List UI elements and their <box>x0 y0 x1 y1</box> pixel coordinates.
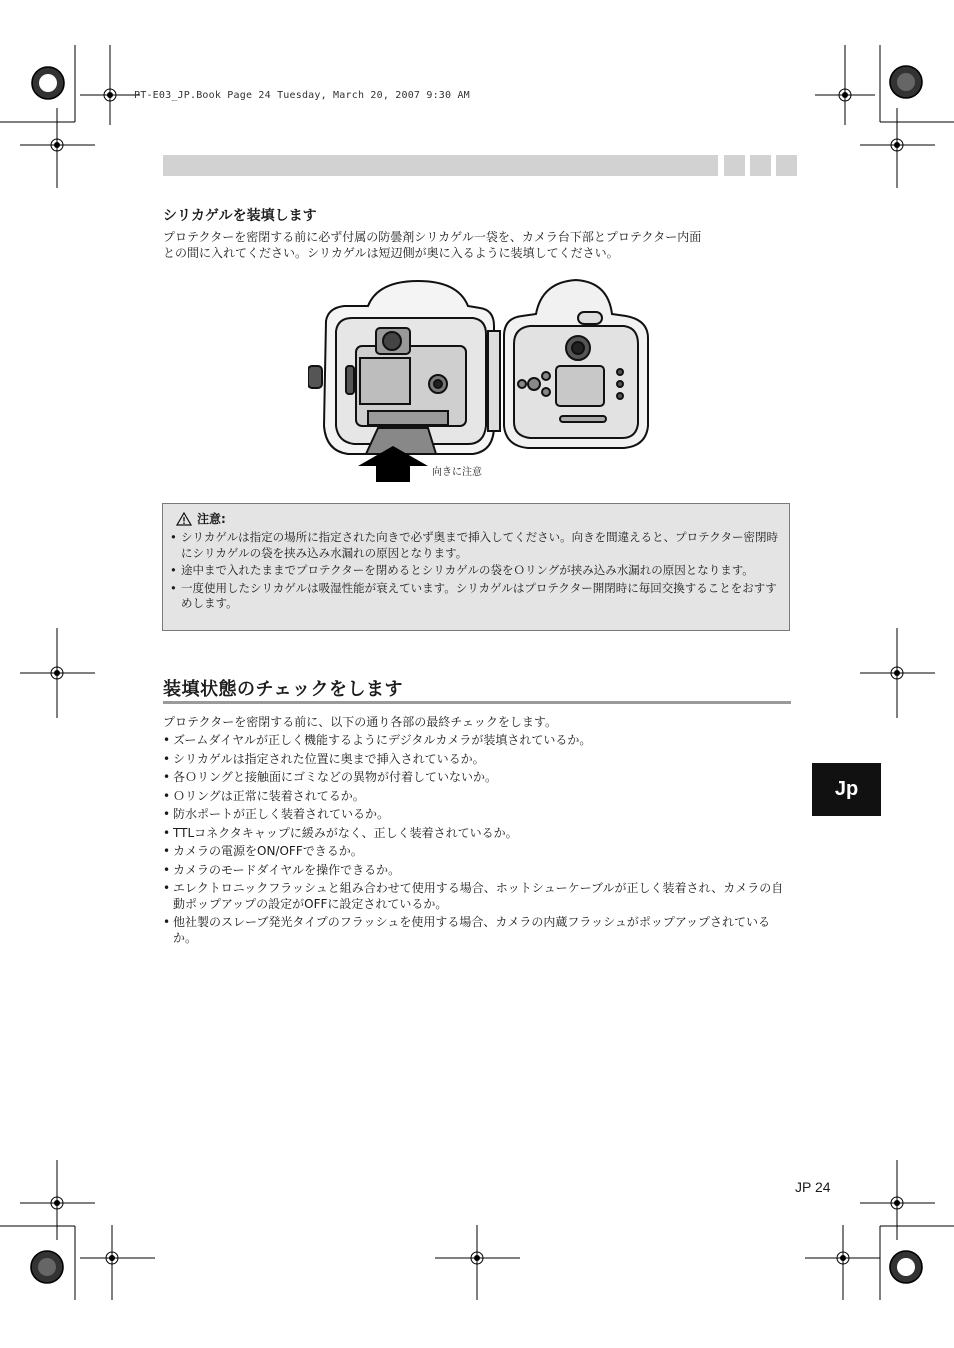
header-bar <box>163 155 718 176</box>
warning-triangle-icon <box>176 512 192 526</box>
language-tab <box>812 763 881 816</box>
check-intro: プロテクターを密閉する前に、以下の通り各部の最終チェックをします。 <box>163 715 557 729</box>
title-underline <box>163 701 791 704</box>
check-item: • 他社製のスレーブ発光タイプのフラッシュを使用する場合、カメラの内蔵フラッシュがポップアップされているか。 <box>163 915 793 946</box>
illustration-label: 向きに注意 <box>432 467 482 478</box>
check-list <box>163 733 793 949</box>
check-item: • シリカゲルは指定された位置に奥まで挿入されているか。 <box>163 752 793 768</box>
check-item: • エレクトロニックフラッシュと組み合わせて使用する場合、ホットシューケーブルが正しく装着され、カメラの自動ポップアップの設定がOFFに設定されているか。 <box>163 881 793 912</box>
check-item: • ズームダイヤルが正しく機能するようにデジタルカメラが装填されているか。 <box>163 733 793 749</box>
caution-heading <box>176 510 226 527</box>
check-item: • 防水ポートが正しく装着されているか。 <box>163 807 793 823</box>
check-section-title: 装填状態のチェックをします <box>163 679 403 700</box>
section-body-line-2: との間に入れてください。シリカゲルは短辺側が奥に入るように装填してください。 <box>163 246 619 260</box>
check-item: • TTLコネクタキャップに緩みがなく、正しく装着されているか。 <box>163 826 793 842</box>
section-title: シリカゲルを装填します <box>163 208 317 224</box>
check-item: • カメラのモードダイヤルを操作できるか。 <box>163 863 793 879</box>
caution-item: • 途中まで入れたままでプロテクターを閉めるとシリカゲルの袋をＯリングが挟み込み水漏れの原因となります。 <box>168 563 786 579</box>
section-body-line-1: プロテクターを密閉する前に必ず付属の防曇剤シリカゲル一袋を、カメラ台下部とプロテクター内面 <box>163 230 702 244</box>
housing-illustration <box>308 276 668 486</box>
header-square-2 <box>750 155 771 176</box>
language-tab-label: Jp <box>834 778 859 800</box>
check-item: • Ｏリングは正常に装着されてるか。 <box>163 789 793 805</box>
check-item: • 各Ｏリングと接触面にゴミなどの異物が付着していないか。 <box>163 770 793 786</box>
print-info-line: PT-E03_JP.Book Page 24 Tuesday, March 20, 2007 9:30 AM <box>134 90 470 101</box>
page-number: JP 24 <box>795 1179 831 1195</box>
header-square-1 <box>724 155 745 176</box>
caution-item: • シリカゲルは指定の場所に指定された向きで必ず奥まで挿入してください。向きを間違えると、プロテクター密閉時にシリカゲルの袋を挟み込み水漏れの原因となります。 <box>168 530 786 561</box>
caution-title: 注意: <box>197 512 226 526</box>
header-square-3 <box>776 155 797 176</box>
check-item: • カメラの電源をON/OFFできるか。 <box>163 844 793 860</box>
caution-list <box>168 530 786 614</box>
caution-item: • 一度使用したシリカゲルは吸湿性能が衰えています。シリカゲルはプロテクター開閉時に毎回交換することをおすすめします。 <box>168 581 786 612</box>
